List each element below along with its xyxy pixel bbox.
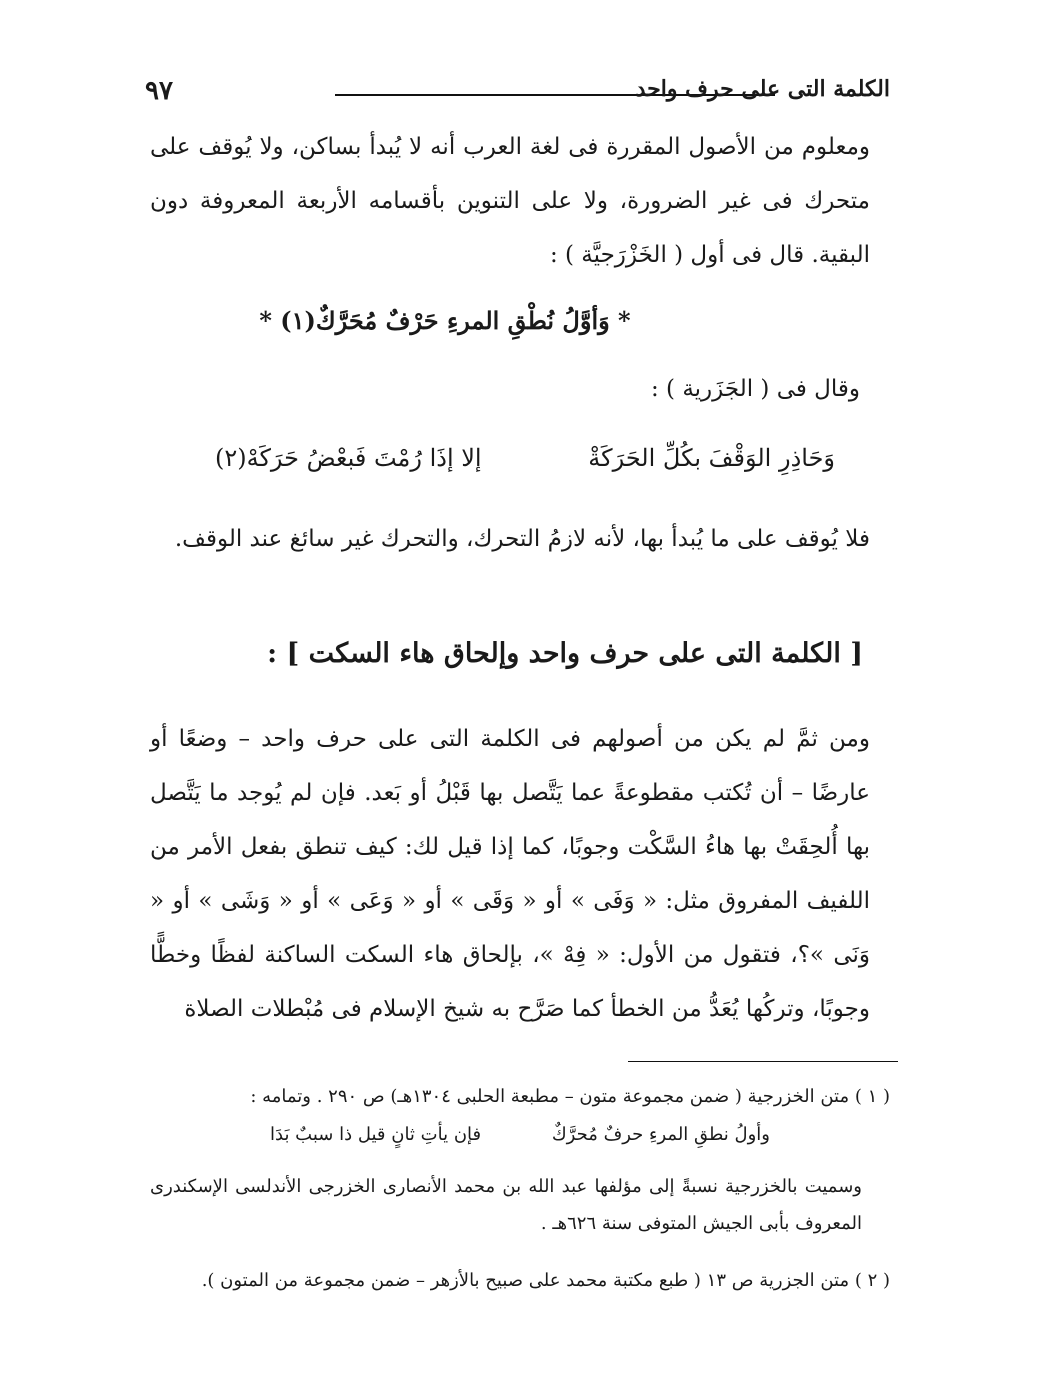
verse-hemistich-2: إلا إذَا رُمْتَ فَبعْضُ حَرَكَهْ(٢) [215, 444, 482, 472]
running-title: الكلمة التى على حرف واحد [635, 76, 890, 102]
paragraph-3: فلا يُوقف على ما يُبدأ بها، لأنه لازمُ التحرك، والتحرك غير سائغ عند الوقف. [174, 526, 870, 552]
verse-hemistich-1: وَحَاذِرِ الوَقْفَ بكُلِّ الحَرَكَةْ [588, 444, 835, 472]
section-heading: [ الكلمة التى على حرف واحد وإلحاق هاء السكت ] : [267, 638, 863, 669]
page-number: ٩٧ [145, 76, 173, 106]
footnote-1-verse [270, 1124, 770, 1158]
paragraph-1: ومعلوم من الأصول المقررة فى لغة العرب أنه لا يُبدأ بساكن، ولا يُوقف على متحرك فى غير الضرورة، ولا على التنوين بأقسامه الأربعة المعروفة دون البقية. قال فى أول ( الخَزْرَجيَّة ) : [150, 134, 870, 268]
page-header [145, 74, 890, 114]
footnote-rule [628, 1061, 898, 1062]
verse-khazrajiyya: * وَأوَّلُ نُطْقِ المرءِ حَرْفٌ مُحَرَّكٌ(١) * [259, 306, 631, 335]
paragraph-2: وقال فى ( الجَزَرية ) : [650, 376, 860, 402]
footnote-verse-hemistich-2: فإن يأتِ ثانٍ قيل ذا سببٌ بَدَا [270, 1124, 482, 1145]
footnote-verse-hemistich-1: وأولُ نطقِ المرءِ حرفٌ مُحرَّكٌ [551, 1124, 770, 1145]
paragraph-4: ومن ثمَّ لم يكن من أصولهم فى الكلمة التى على حرف واحد – وضعًا أو عارضًا – أن تُكتب مقطوعةً عما يَتَّصل بها قَبْلُ أو بَعد. فإن لم يُوجد ما يَتَّصل بها أُلحِقَتْ بها هاءُ السَّكْت وجوبًا، كما إذا قيل لك: كيف تنطق بفعل الأمر من اللفيف المفروق مثل: « وَفَى » أو « وَقَى » أو « وَعَى » أو « وَشَى » أو « وَنَى »؟، فتقول من الأول: « فِهْ »، بإلحاق هاء السكت الساكنة لفظًا وخطًّا وجوبًا، وتركُها يُعَدُّ من الخطأ كما صَرَّح به شيخ الإسلام فى مُبْطلات الصلاة [150, 726, 870, 1022]
footnote-2: ( ٢ ) متن الجزرية ص ١٣ ( طبع مكتبة محمد على صبيح بالأزهر – ضمن مجموعة من المتون ). [201, 1270, 890, 1291]
footnote-1-continuation: وسميت بالخزرجية نسبةً إلى مؤلفها عبد الله بن محمد الأنصارى الخزرجى الأندلسى الإسكندرى المعروف بأبى الجيش المتوفى سنة ٦٢٦هـ . [150, 1176, 862, 1234]
verse-jazariyya [215, 444, 835, 490]
footnote-1: ( ١ ) متن الخزرجية ( ضمن مجموعة متون – مطبعة الحلبى ١٣٠٤هـ) ص ٢٩٠ . وتمامه : [250, 1086, 890, 1107]
